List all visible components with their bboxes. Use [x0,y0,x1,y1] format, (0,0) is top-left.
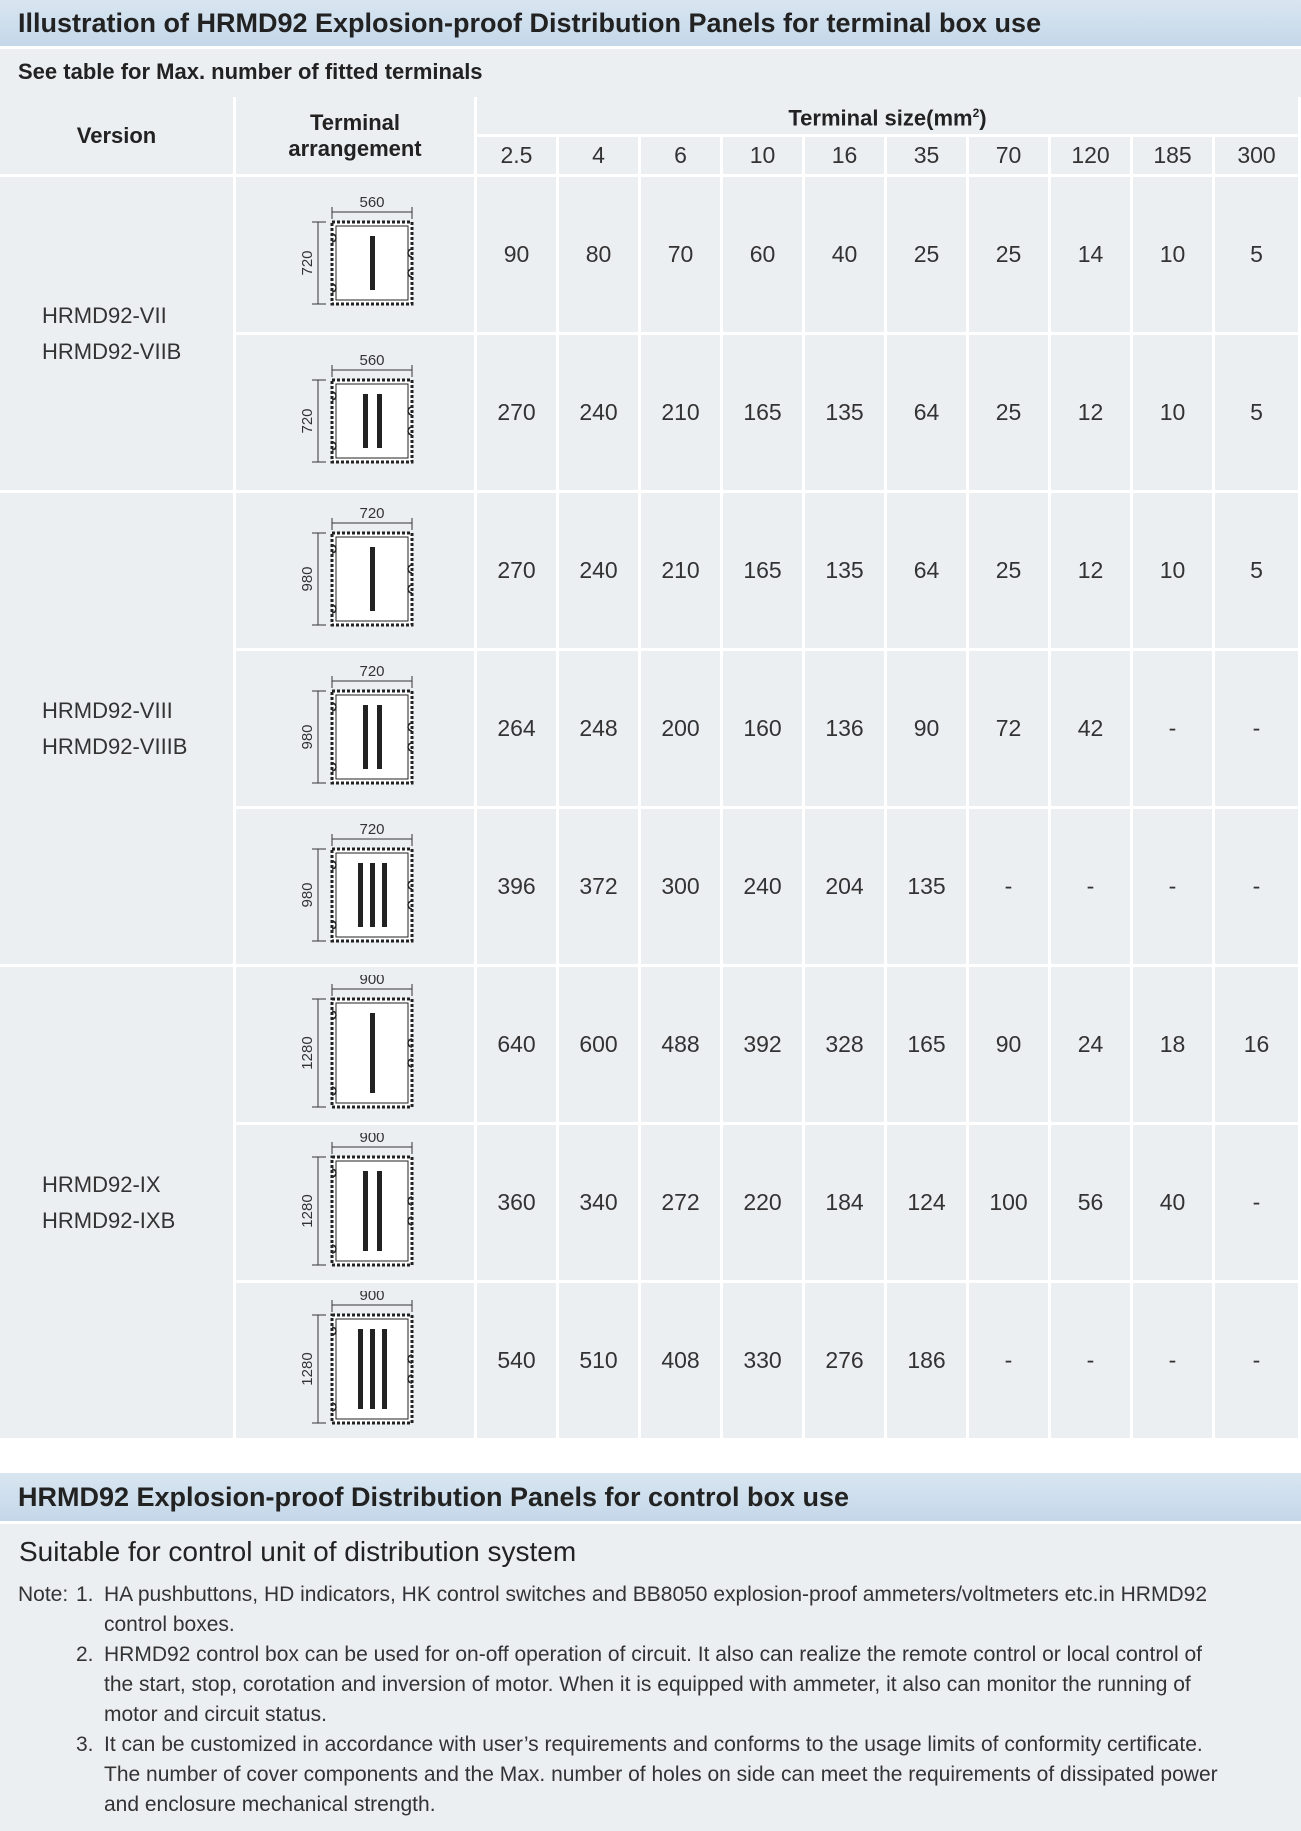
terminal-count-cell: 240 [559,335,641,493]
terminal-count-cell: 165 [723,493,805,651]
terminal-count-cell: 64 [887,335,969,493]
terminal-count-cell: 392 [723,967,805,1125]
terminal-count-cell: - [969,809,1051,967]
terminal-count-cell: 184 [805,1125,887,1283]
note-line: It can be customized in accordance with user’s requirements and conforms to the usage limits of conformity certificate. [104,1733,1203,1756]
note-line: The number of cover components and the Max. number of holes on side can meet the requirements of dissipated power [104,1763,1218,1786]
terminal-count-cell: 165 [887,967,969,1125]
terminal-count-cell: 276 [805,1283,887,1441]
enclosure-outline [332,380,412,462]
height-label: 1280 [299,1351,316,1386]
terminal-count-cell: 72 [969,651,1051,809]
terminal-rail [363,705,368,769]
terminal-count-cell: 12 [1051,493,1133,651]
terminal-count-cell: 240 [723,809,805,967]
terminal-count-cell: 160 [723,651,805,809]
height-label: 720 [299,407,316,434]
terminal-count-cell: 540 [477,1283,559,1441]
terminal-count-cell: 90 [477,177,559,335]
height-label: 980 [299,881,316,908]
version-name: HRMD92-VIIB [42,338,182,364]
terminal-count-cell: 10 [1133,177,1215,335]
terminal-count-cell: 510 [559,1283,641,1441]
terminal-count-cell: 42 [1051,651,1133,809]
terminal-arrangement-cell [236,809,477,967]
header-terminal-size-text [788,100,986,131]
width-label: 900 [359,1290,385,1304]
terminal-count-cell: 600 [559,967,641,1125]
terminal-count-cell: - [1133,651,1215,809]
terminal-count-cell: 18 [1133,967,1215,1125]
terminal-count-cell: 25 [969,177,1051,335]
terminal-rail [358,863,363,927]
terminal-count-cell: 240 [559,493,641,651]
terminal-table-panel [0,49,1301,1439]
terminal-count-cell: 56 [1051,1125,1133,1283]
terminal-size-close: ) [979,105,987,131]
terminal-size-label: Terminal size(mm [788,105,973,131]
note-item [18,1580,1288,1640]
width-label: 720 [359,504,385,522]
enclosure-drawing [290,185,420,325]
control-box-heading: Suitable for control unit of distribution system [19,1536,577,1567]
terminal-count-cell: 12 [1051,335,1133,493]
terminal-count-cell: - [1215,809,1301,967]
note-line: control boxes. [104,1613,235,1636]
terminal-rail [377,1171,382,1251]
note-line: and enclosure mechanical strength. [104,1793,436,1816]
terminal-arrangement-cell [236,177,477,335]
note-prefix: Note: [18,1583,69,1606]
terminal-count-cell: 272 [641,1125,723,1283]
terminal-rail [358,1329,363,1409]
version-name: HRMD92-VIII [42,697,173,723]
terminal-count-cell: 488 [641,967,723,1125]
terminal-arrangement-cell [236,493,477,651]
terminal-count-cell: 640 [477,967,559,1125]
terminal-count-cell: 135 [887,809,969,967]
terminal-count-cell: - [1215,651,1301,809]
terminal-count-cell: 80 [559,177,641,335]
note-item [18,1730,1288,1820]
enclosure-drawing [290,817,420,957]
terminal-count-cell: 5 [1215,177,1301,335]
version-cell [0,177,236,493]
terminal-count-cell: 135 [805,335,887,493]
terminal-rail [382,863,387,927]
enclosure-drawing [290,1133,420,1273]
note-line: the start, stop, corotation and inversion of motor. When it is equipped with ammeter, it also can monitor the running of [104,1673,1191,1696]
terminal-count-cell: 408 [641,1283,723,1441]
note-number: 3. [76,1733,94,1756]
version-name: HRMD92-VIIIB [42,733,188,759]
terminal-rail [377,705,382,769]
terminal-arrangement-cell [236,1125,477,1283]
terminal-count-cell: 340 [559,1125,641,1283]
header-version: Version [0,97,236,177]
terminal-count-cell: 24 [1051,967,1133,1125]
terminal-arrangement-cell [236,967,477,1125]
version-cell [0,493,236,967]
terminal-count-cell: - [1215,1283,1301,1441]
terminal-arrangement-cell [236,1283,477,1441]
enclosure-drawing [290,1291,420,1431]
enclosure-drawing [290,343,420,483]
terminal-count-cell: 25 [969,335,1051,493]
terminal-count-cell: 264 [477,651,559,809]
version-cell [0,967,236,1441]
terminal-count-cell: 204 [805,809,887,967]
terminal-arrangement-cell [236,335,477,493]
terminal-rail [370,236,375,290]
terminal-count-cell: 124 [887,1125,969,1283]
width-label: 560 [359,351,385,369]
header-size-8: 185 [1133,137,1215,177]
terminal-count-cell: 136 [805,651,887,809]
width-label: 720 [359,820,385,838]
note-line: motor and circuit status. [104,1703,327,1726]
terminal-count-cell: 10 [1133,493,1215,651]
terminal-count-cell: 165 [723,335,805,493]
header-terminal-arrangement [236,97,477,177]
terminal-count-cell: 186 [887,1283,969,1441]
note-number: 2. [76,1643,94,1666]
header-terminal-size [477,97,1301,137]
terminal-count-cell: 90 [969,967,1051,1125]
section-title-control-box: HRMD92 Explosion-proof Distribution Panels for control box use [0,1473,1301,1521]
header-size-9: 300 [1215,137,1301,177]
header-size-2: 6 [641,137,723,177]
enclosure-drawing [290,659,420,799]
terminal-count-cell: 372 [559,809,641,967]
terminal-count-cell: 200 [641,651,723,809]
width-label: 900 [359,1132,385,1146]
terminal-rail [363,1171,368,1251]
terminal-count-cell: 16 [1215,967,1301,1125]
terminal-rail [370,863,375,927]
terminal-count-cell: 220 [723,1125,805,1283]
terminal-count-cell: 360 [477,1125,559,1283]
terminal-count-cell: 330 [723,1283,805,1441]
height-label: 1280 [299,1193,316,1228]
terminal-count-cell: 248 [559,651,641,809]
header-size-5: 35 [887,137,969,177]
enclosure-drawing [290,975,420,1115]
version-name: HRMD92-IX [42,1171,161,1197]
width-label: 560 [359,193,385,211]
terminal-count-cell: 25 [887,177,969,335]
terminal-rail [370,1329,375,1409]
terminal-count-cell: 70 [641,177,723,335]
terminal-count-cell: 14 [1051,177,1133,335]
enclosure-drawing [290,501,420,641]
terminal-arrangement-cell [236,651,477,809]
width-label: 720 [359,662,385,680]
header-size-7: 120 [1051,137,1133,177]
header-size-3: 10 [723,137,805,177]
header-size-0: 2.5 [477,137,559,177]
terminal-rail [377,394,382,448]
note-number: 1. [76,1583,94,1606]
terminal-rail [370,1013,375,1093]
terminal-count-cell: - [1051,1283,1133,1441]
section-title-terminal-box: Illustration of HRMD92 Explosion-proof Distribution Panels for terminal box use [0,0,1301,46]
terminal-count-cell: - [1133,809,1215,967]
version-name: HRMD92-IXB [42,1207,176,1233]
terminal-count-cell: 210 [641,335,723,493]
terminal-count-cell: 5 [1215,493,1301,651]
enclosure-outline [332,1157,412,1265]
terminal-count-cell: 40 [1133,1125,1215,1283]
header-size-1: 4 [559,137,641,177]
terminal-count-cell: 328 [805,967,887,1125]
terminal-rail [382,1329,387,1409]
header-size-4: 16 [805,137,887,177]
terminal-count-cell: 270 [477,335,559,493]
terminal-count-cell: - [1133,1283,1215,1441]
terminal-count-cell: 90 [887,651,969,809]
terminal-count-cell: - [1215,1125,1301,1283]
table-subtitle: See table for Max. number of fitted terminals [18,59,483,84]
height-label: 720 [299,249,316,276]
terminal-count-cell: 135 [805,493,887,651]
height-label: 980 [299,723,316,750]
terminal-count-cell: 10 [1133,335,1215,493]
enclosure-outline [332,691,412,783]
note-line: HA pushbuttons, HD indicators, HK control switches and BB8050 explosion-proof ammeters/voltmeters etc.in HRMD92 [104,1583,1207,1606]
width-label: 900 [359,974,385,988]
note-item [18,1640,1288,1730]
note-line: HRMD92 control box can be used for on-off operation of circuit. It also can realize the remote control or local control of [104,1643,1202,1666]
terminal-size-exponent: 2 [972,105,980,120]
terminal-count-cell: 300 [641,809,723,967]
terminal-rail [370,547,375,611]
control-box-panel [0,1524,1301,1831]
terminal-count-cell: 25 [969,493,1051,651]
terminal-rail [363,394,368,448]
header-arrangement-line1: Terminal [309,109,401,135]
terminal-count-cell: 270 [477,493,559,651]
terminal-count-cell: 210 [641,493,723,651]
terminal-count-cell: 60 [723,177,805,335]
terminal-count-cell: 100 [969,1125,1051,1283]
terminal-count-cell: 40 [805,177,887,335]
version-name: HRMD92-VII [42,302,167,328]
notes-list [18,1580,1288,1820]
terminal-count-cell: 5 [1215,335,1301,493]
terminal-count-cell: 64 [887,493,969,651]
height-label: 980 [299,565,316,592]
header-arrangement-line2: arrangement [288,135,422,161]
terminal-count-cell: 396 [477,809,559,967]
terminal-count-cell: - [969,1283,1051,1441]
height-label: 1280 [299,1035,316,1070]
terminal-count-cell: - [1051,809,1133,967]
header-size-6: 70 [969,137,1051,177]
